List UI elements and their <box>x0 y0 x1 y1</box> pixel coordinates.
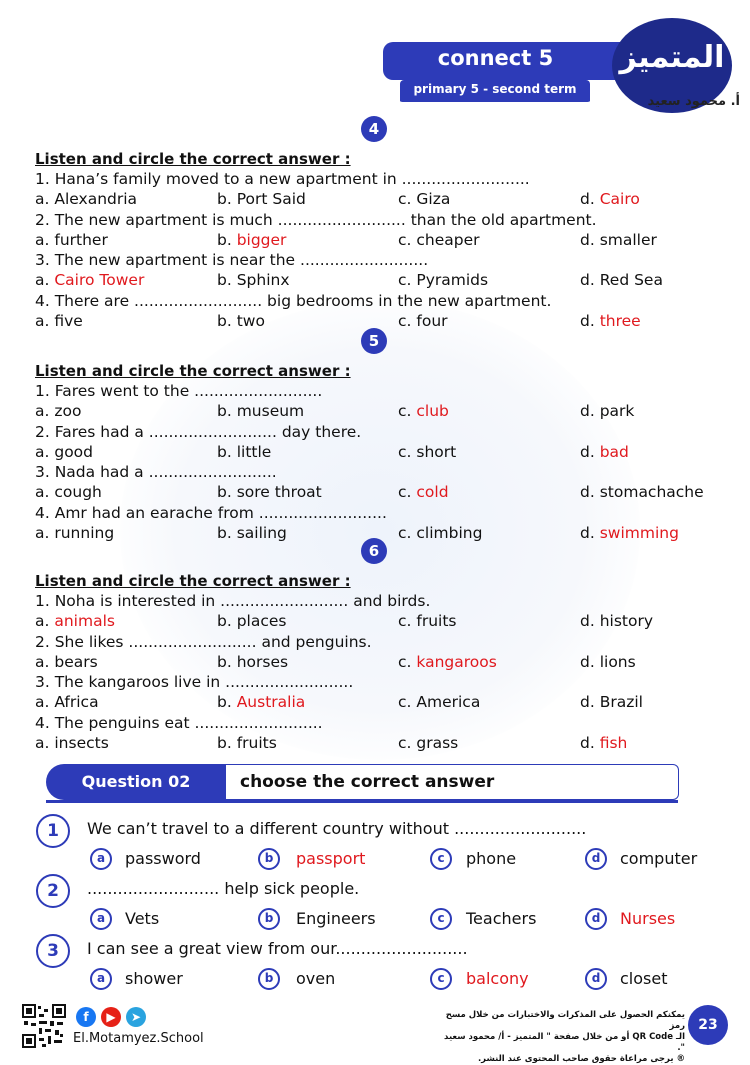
answer-option-c[interactable] <box>398 231 480 249</box>
option-letter: c. <box>398 612 417 630</box>
option-text: insects <box>54 733 109 752</box>
option-letter: c. <box>398 652 417 671</box>
question-title: choose the correct answer <box>240 772 495 792</box>
answer-option-a[interactable]: password <box>125 849 201 868</box>
option-text: park <box>599 402 635 420</box>
answer-option-a[interactable] <box>35 612 115 630</box>
question-number-badge: 3 <box>36 934 70 968</box>
answer-option-d[interactable] <box>580 190 640 208</box>
answer-option-b[interactable] <box>217 653 288 671</box>
answer-option-a[interactable] <box>35 312 83 330</box>
answer-option-a[interactable] <box>35 734 109 752</box>
option-text: history <box>599 612 654 630</box>
page-number: 23 <box>688 1005 728 1045</box>
question-line: 1. Noha is interested in .......................... and birds. <box>35 592 431 610</box>
option-letter-badge[interactable]: b <box>258 968 280 990</box>
option-letter: c. <box>398 442 417 461</box>
option-text: Australia <box>236 693 306 711</box>
answer-option-d[interactable] <box>580 231 657 249</box>
option-letter: d. <box>580 230 600 249</box>
option-letter: d. <box>580 652 600 671</box>
option-letter: c. <box>398 311 417 330</box>
answer-option-b[interactable] <box>217 402 304 420</box>
answer-option-b[interactable] <box>217 231 286 249</box>
option-letter: d. <box>580 733 600 752</box>
option-text: Sphinx <box>236 271 290 289</box>
option-text: short <box>416 442 457 461</box>
option-text: climbing <box>416 523 483 542</box>
option-letter: a. <box>35 230 55 249</box>
answer-option-d[interactable] <box>580 734 627 752</box>
question-line: 1. Hana’s family moved to a new apartment in .......................... <box>35 170 530 188</box>
option-text: museum <box>236 402 305 420</box>
option-letter: b. <box>217 402 237 420</box>
option-text: sore throat <box>236 483 322 501</box>
answer-option-a[interactable]: Vets <box>125 909 160 928</box>
answer-option-a[interactable] <box>35 190 137 208</box>
footer-note-line: الـ QR Code أو من خلال صفحة " المتميز - أ/ محمود سعيد ". <box>444 1032 685 1053</box>
section-heading: Listen and circle the correct answer : <box>35 362 351 380</box>
facebook-icon[interactable]: f <box>76 1007 96 1027</box>
answer-option-d[interactable] <box>580 443 629 461</box>
answer-option-c[interactable] <box>398 443 456 461</box>
answer-option-c[interactable] <box>398 483 449 501</box>
option-letter: b. <box>217 311 237 330</box>
option-letter-badge[interactable]: d <box>585 968 607 990</box>
author-name: أ. محمود سعيد <box>647 94 740 109</box>
option-letter: d. <box>580 523 600 542</box>
section-heading: Listen and circle the correct answer : <box>35 572 351 590</box>
option-letter: a. <box>35 483 55 501</box>
answer-option-d[interactable]: computer <box>620 849 698 868</box>
answer-option-a[interactable] <box>35 483 102 501</box>
option-letter: b. <box>217 190 237 208</box>
answer-option-b[interactable] <box>217 693 305 711</box>
option-letter-badge[interactable]: c <box>430 848 452 870</box>
option-letter: c. <box>398 190 417 208</box>
option-letter: a. <box>35 402 55 420</box>
option-letter: c. <box>398 483 417 501</box>
logo-text: المتميز <box>619 40 725 75</box>
answer-option-c[interactable] <box>398 402 449 420</box>
answer-option-b[interactable] <box>217 312 265 330</box>
answer-option-a[interactable] <box>35 693 99 711</box>
answer-option-c[interactable] <box>398 734 458 752</box>
option-letter: a. <box>35 612 55 630</box>
question-text: .......................... help sick people. <box>87 879 360 898</box>
option-letter: a. <box>35 693 55 711</box>
option-text: Red Sea <box>599 271 663 289</box>
option-text: Port Said <box>236 190 306 208</box>
answer-option-c[interactable] <box>398 312 448 330</box>
answer-option-b[interactable] <box>217 271 290 289</box>
question-text: We can’t travel to a different country without .......................... <box>87 819 587 838</box>
option-text: lions <box>599 652 636 671</box>
answer-option-a[interactable]: shower <box>125 969 183 988</box>
answer-option-b[interactable] <box>217 190 306 208</box>
answer-option-a[interactable] <box>35 402 81 420</box>
option-text: animals <box>54 612 115 630</box>
answer-option-c[interactable] <box>398 693 480 711</box>
section-number-badge: 4 <box>361 116 387 142</box>
option-letter: a. <box>35 442 55 461</box>
question-line: 3. The new apartment is near the .......................... <box>35 251 429 269</box>
option-letter-badge[interactable]: a <box>90 908 112 930</box>
option-text: cold <box>416 483 449 501</box>
option-text: kangaroos <box>416 652 497 671</box>
option-text: Brazil <box>599 693 643 711</box>
answer-option-d[interactable] <box>580 402 634 420</box>
option-text: further <box>54 230 108 249</box>
option-text: smaller <box>599 230 657 249</box>
option-text: two <box>236 311 265 330</box>
answer-option-c[interactable] <box>398 653 497 671</box>
answer-option-b[interactable]: Engineers <box>296 909 376 928</box>
option-letter: d. <box>580 311 600 330</box>
option-text: Cairo Tower <box>54 271 145 289</box>
answer-option-c[interactable]: balcony <box>466 969 529 988</box>
option-letter-badge[interactable]: d <box>585 848 607 870</box>
youtube-icon[interactable]: ▶ <box>101 1007 121 1027</box>
option-letter: d. <box>580 442 600 461</box>
answer-option-d[interactable] <box>580 483 704 501</box>
question-line: 2. Fares had a .......................... day there. <box>35 422 362 441</box>
option-text: good <box>54 442 94 461</box>
option-letter: d. <box>580 483 600 501</box>
question-line: 3. The kangaroos live in .......................... <box>35 673 354 691</box>
option-text: America <box>416 693 481 711</box>
option-letter: c. <box>398 271 417 289</box>
question-line: 4. Amr had an earache from .......................... <box>35 503 387 522</box>
option-text: places <box>236 612 287 630</box>
option-text: swimming <box>599 523 679 542</box>
answer-option-d[interactable] <box>580 612 653 630</box>
option-letter-badge[interactable]: b <box>258 848 280 870</box>
option-letter: d. <box>580 190 600 208</box>
answer-option-c[interactable]: Teachers <box>466 909 537 928</box>
section-number-badge: 6 <box>361 538 387 564</box>
telegram-icon[interactable]: ➤ <box>126 1007 146 1027</box>
answer-option-d[interactable]: closet <box>620 969 668 988</box>
question-line: 3. Nada had a .......................... <box>35 463 277 481</box>
option-text: grass <box>416 733 459 752</box>
answer-option-d[interactable] <box>580 271 663 289</box>
option-letter-badge[interactable]: c <box>430 968 452 990</box>
option-letter: b. <box>217 442 237 461</box>
option-letter: d. <box>580 271 600 289</box>
option-letter: c. <box>398 733 417 752</box>
option-text: zoo <box>54 402 82 420</box>
option-text: Alexandria <box>54 190 138 208</box>
option-text: five <box>54 311 83 330</box>
option-letter: c. <box>398 523 417 542</box>
option-letter: d. <box>580 402 600 420</box>
answer-option-c[interactable] <box>398 271 488 289</box>
option-text: Pyramids <box>416 271 489 289</box>
option-text: bears <box>54 652 98 671</box>
option-text: sailing <box>236 523 287 542</box>
option-letter: a. <box>35 523 55 542</box>
option-letter: d. <box>580 612 600 630</box>
question-line: 2. The new apartment is much .......................... than the old apartment. <box>35 210 597 229</box>
footer-note-line: ® يرجى مراعاة حقوق صاحب المحتوى عند النشر. <box>477 1054 685 1064</box>
option-text: Cairo <box>599 190 640 208</box>
question-text: I can see a great view from our.......................... <box>87 939 468 958</box>
option-text: stomachache <box>599 483 704 501</box>
answer-option-a[interactable] <box>35 653 98 671</box>
option-letter: b. <box>217 612 237 630</box>
option-text: four <box>416 311 448 330</box>
answer-option-d[interactable] <box>580 693 643 711</box>
answer-option-a[interactable] <box>35 524 114 542</box>
option-text: fish <box>599 733 628 752</box>
option-letter: a. <box>35 190 55 208</box>
answer-option-b[interactable] <box>217 483 322 501</box>
option-letter: b. <box>217 523 237 542</box>
option-letter: a. <box>35 652 55 671</box>
option-text: running <box>54 523 115 542</box>
answer-option-a[interactable] <box>35 443 93 461</box>
option-text: fruits <box>236 733 277 752</box>
option-letter-badge[interactable]: a <box>90 968 112 990</box>
option-letter: c. <box>398 230 417 249</box>
question-line: 4. The penguins eat .......................... <box>35 713 323 732</box>
option-text: fruits <box>416 612 457 630</box>
option-letter-badge[interactable]: a <box>90 848 112 870</box>
option-text: horses <box>236 652 289 671</box>
option-letter: c. <box>398 402 417 420</box>
question-label: Question 02 <box>46 764 226 800</box>
page-subtitle: primary 5 - second term <box>413 82 577 96</box>
option-letter: a. <box>35 733 55 752</box>
answer-option-d[interactable] <box>580 312 641 330</box>
footer-note <box>440 1010 685 1065</box>
answer-option-c[interactable] <box>398 190 450 208</box>
question-number-badge: 2 <box>36 874 70 908</box>
option-letter: a. <box>35 311 55 330</box>
option-letter-badge[interactable]: d <box>585 908 607 930</box>
answer-option-a[interactable] <box>35 231 108 249</box>
answer-option-c[interactable]: phone <box>466 849 517 868</box>
answer-option-d[interactable] <box>580 524 679 542</box>
section-number-badge: 5 <box>361 328 387 354</box>
option-text: Africa <box>54 693 99 711</box>
answer-option-c[interactable] <box>398 612 457 630</box>
answer-option-b[interactable] <box>217 734 277 752</box>
answer-option-b[interactable] <box>217 612 286 630</box>
option-letter: d. <box>580 693 600 711</box>
option-text: bad <box>599 442 629 461</box>
option-letter: c. <box>398 693 417 711</box>
answer-option-d[interactable]: Nurses <box>620 909 676 928</box>
option-letter: b. <box>217 271 237 289</box>
answer-option-b[interactable] <box>217 524 287 542</box>
answer-option-b[interactable] <box>217 443 271 461</box>
option-text: three <box>599 311 641 330</box>
option-text: little <box>236 442 272 461</box>
qr-code-icon <box>22 1004 66 1048</box>
question-line: 4. There are .......................... big bedrooms in the new apartment. <box>35 291 552 310</box>
question-number-badge: 1 <box>36 814 70 848</box>
page-title: connect 5 <box>437 46 554 70</box>
section-heading: Listen and circle the correct answer : <box>35 150 351 168</box>
answer-option-b[interactable]: oven <box>296 969 336 988</box>
option-letter-badge[interactable]: b <box>258 908 280 930</box>
answer-option-c[interactable] <box>398 524 482 542</box>
answer-option-b[interactable]: passport <box>296 849 366 868</box>
footer-note-line: يمكنكم الحصول على المذكرات والاختبارات من خلال مسح رمز <box>445 1010 685 1031</box>
option-letter-badge[interactable]: c <box>430 908 452 930</box>
option-text: bigger <box>236 230 287 249</box>
option-letter: a. <box>35 271 55 289</box>
option-letter: b. <box>217 652 237 671</box>
answer-option-a[interactable] <box>35 271 144 289</box>
answer-option-d[interactable] <box>580 653 636 671</box>
question-line: 1. Fares went to the .......................... <box>35 382 323 400</box>
option-text: Giza <box>416 190 451 208</box>
question-divider <box>46 800 678 803</box>
option-letter: b. <box>217 230 237 249</box>
footer-site-name: El.Motamyez.School <box>73 1031 204 1046</box>
question-line: 2. She likes .......................... and penguins. <box>35 632 372 651</box>
option-text: cough <box>54 483 102 501</box>
option-letter: b. <box>217 693 237 711</box>
option-letter: b. <box>217 733 237 752</box>
option-text: club <box>416 402 449 420</box>
option-letter: b. <box>217 483 237 501</box>
option-text: cheaper <box>416 230 480 249</box>
